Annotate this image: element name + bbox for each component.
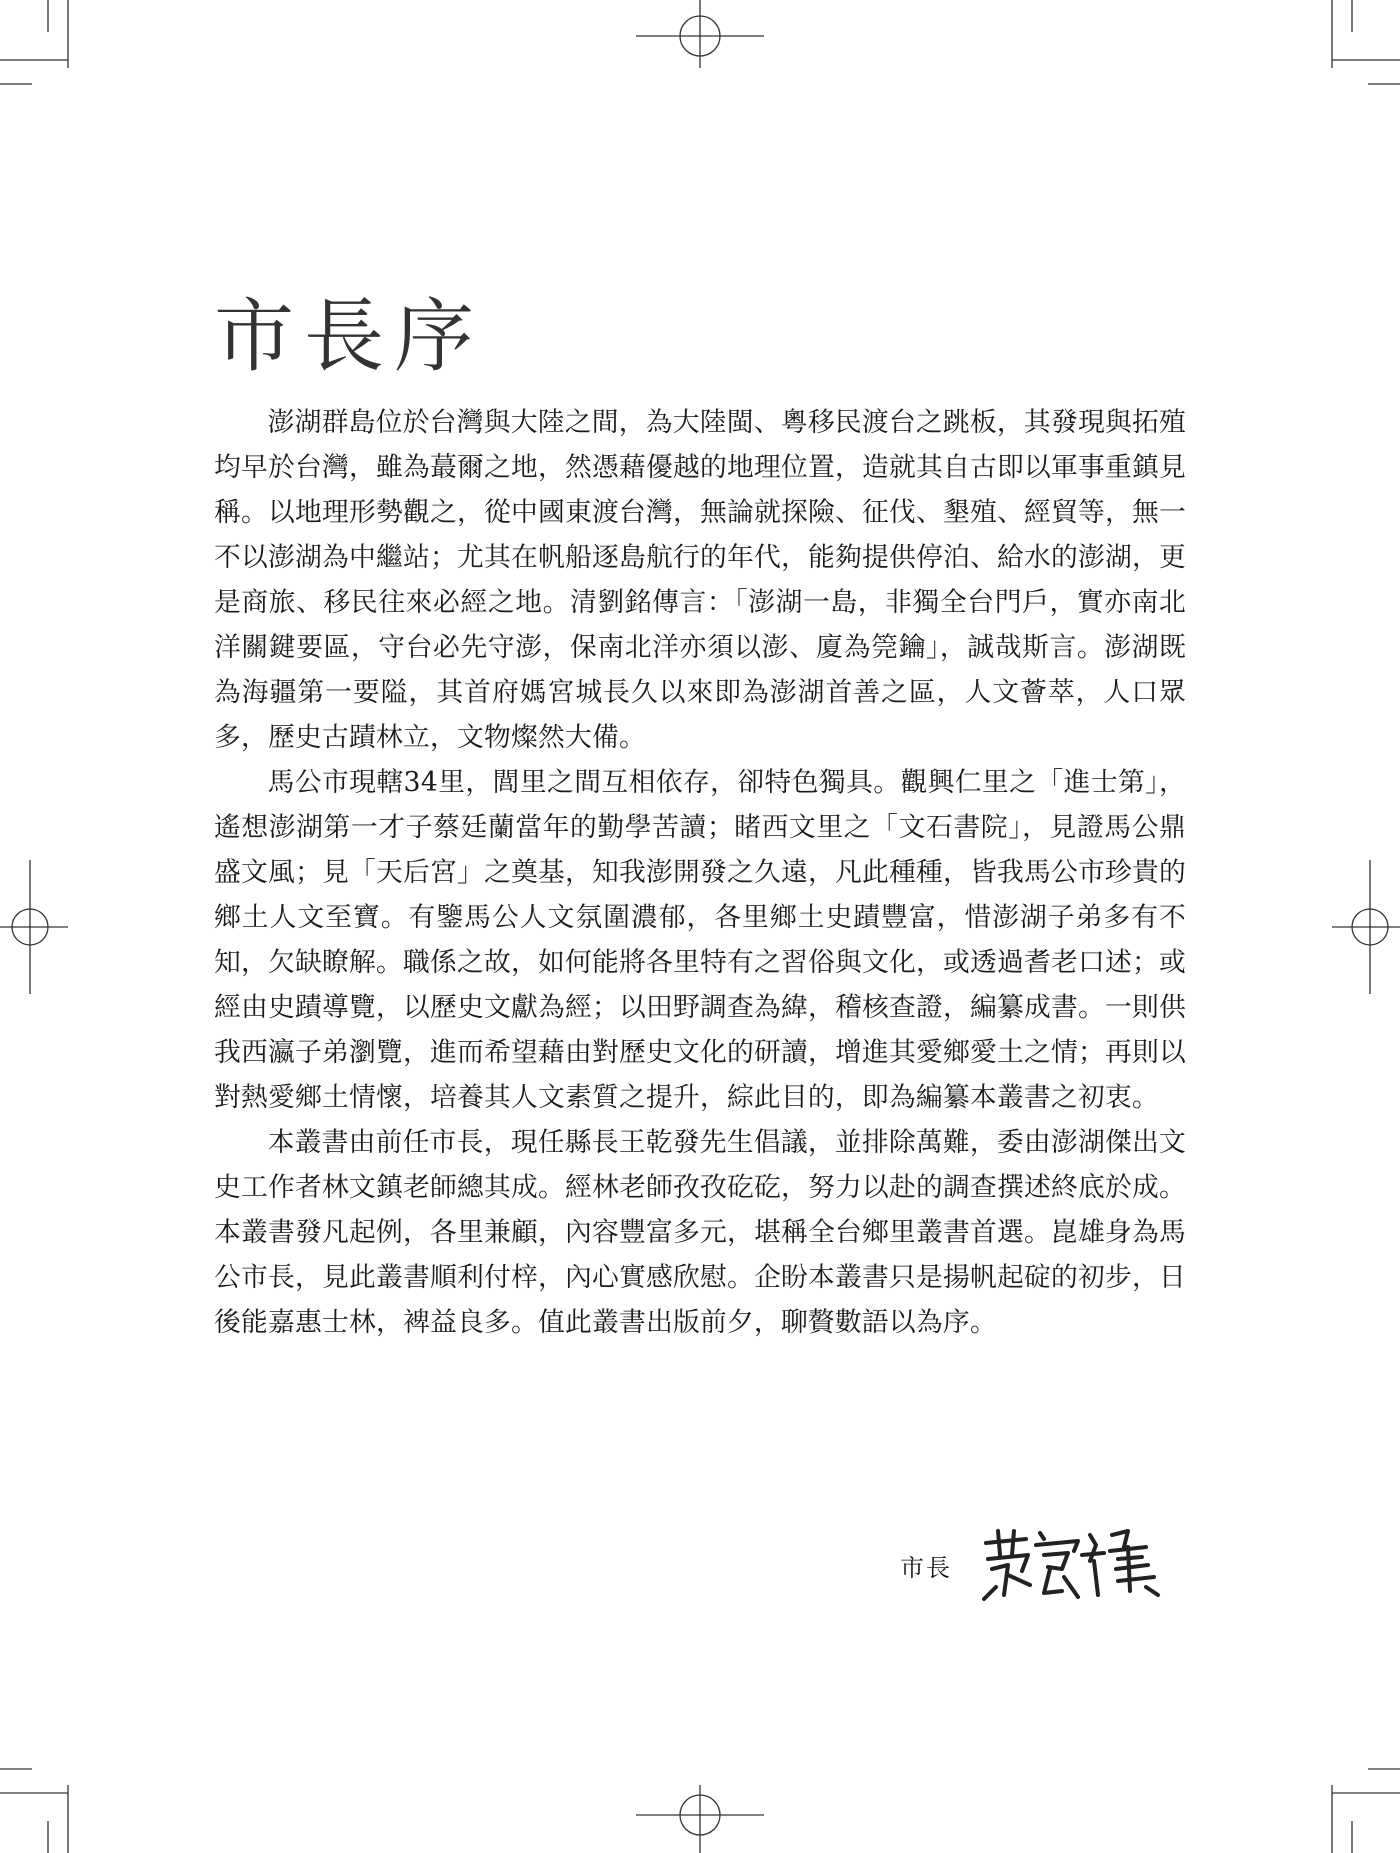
- signature-label: 市長: [900, 1553, 952, 1582]
- registration-mark-right: [1332, 860, 1400, 994]
- paragraph-3: 本叢書由前任市長，現任縣長王乾發先生倡議，並排除萬難，委由澎湖傑出文史工作者林文鎮老師總其成。經林老師孜孜矻矻，努力以赴的調查撰述終底於成。本叢書發凡起例，各里兼顧，內容豐富多元，堪稱全台鄉里叢書首選。崑雄身為馬公市長，見此叢書順利付梓，內心實感欣慰。企盼本叢書只是揚帆起碇的初步，日後能嘉惠士林，裨益良多。值此叢書出版前夕，聊贅數語以為序。: [214, 1127, 1186, 1338]
- crop-mark-bottom-left: [0, 1769, 68, 1853]
- handwritten-signature: [978, 1525, 1168, 1605]
- registration-mark-top: [636, 0, 764, 68]
- registration-mark-bottom: [636, 1785, 764, 1853]
- paragraph-1: 澎湖群島位於台灣與大陸之間，為大陸閩、粵移民渡台之跳板，其發現與拓殖均早於台灣，雖為蕞爾之地，然憑藉優越的地理位置，造就其自古即以軍事重鎮見稱。以地理形勢觀之，從中國東渡台灣，無論就探險、征伐、墾殖、經貿等，無一不以澎湖為中繼站；尤其在帆船逐島航行的年代，能夠提供停泊、給水的澎湖，更是商旅、移民往來必經之地。清劉銘傳言：「澎湖一島，非獨全台門戶，實亦南北洋關鍵要區，守台必先守澎，保南北洋亦須以澎、廈為筦鑰」，誠哉斯言。澎湖既為海疆第一要隘，其首府媽宮城長久以來即為澎湖首善之區，人文薈萃，人口眾多，歷史古蹟林立，文物燦然大備。: [214, 407, 1186, 753]
- signature-block: [900, 1525, 1168, 1605]
- page-title: 市長序: [214, 290, 484, 383]
- crop-mark-top-right: [1332, 0, 1400, 84]
- paragraph-2: 馬公市現轄34里，閭里之間互相依存，卻特色獨具。觀興仁里之「進士第」，遙想澎湖第一才子蔡廷蘭當年的勤學苦讀；睹西文里之「文石書院」，見證馬公鼎盛文風；見「天后宮」之奠基，知我澎開發之久遠，凡此種種，皆我馬公市珍貴的鄉土人文至寶。有鑒馬公人文氛圍濃郁，各里鄉土史蹟豐富，惜澎湖子弟多有不知，欠缺瞭解。職係之故，如何能將各里特有之習俗與文化，或透過耆老口述；或經由史蹟導覽，以歷史文獻為經；以田野調查為緯，稽核查證，編纂成書。一則供我西瀛子弟瀏覽，進而希望藉由對歷史文化的研讀，增進其愛鄉愛土之情；再則以對熱愛鄉土情懷，培養其人文素質之提升，綜此目的，即為編纂本叢書之初衷。: [214, 767, 1186, 1113]
- preface-body: [214, 400, 1186, 1345]
- crop-mark-bottom-right: [1332, 1769, 1400, 1853]
- crop-mark-top-left: [0, 0, 68, 84]
- registration-mark-left: [0, 860, 68, 994]
